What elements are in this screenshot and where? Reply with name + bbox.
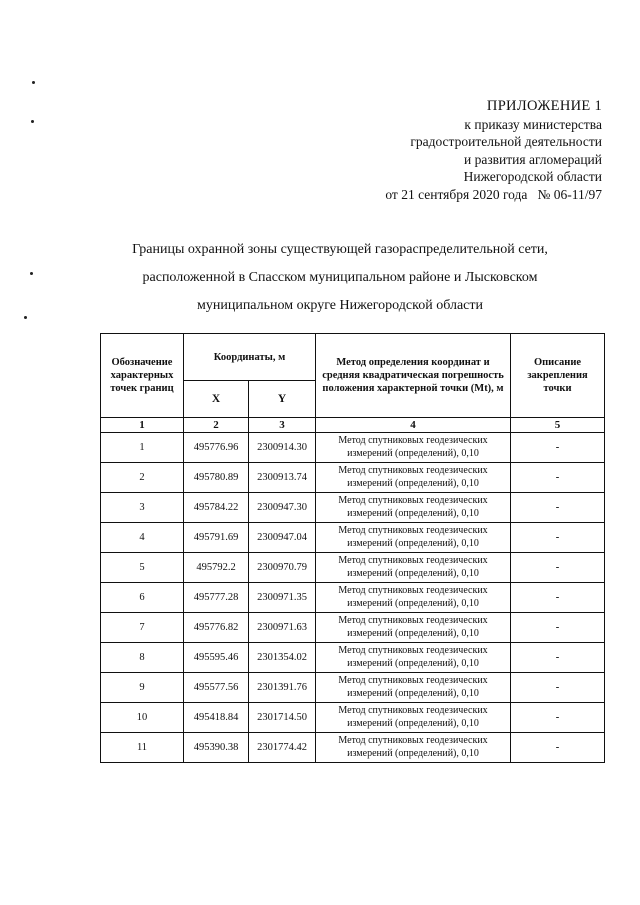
description-cell: - [511,493,605,523]
description-cell: - [511,463,605,493]
x-coordinate-cell: 495792.2 [184,553,249,583]
method-cell: Метод спутниковых геодезических измерений (определений), 0,10 [316,523,511,553]
appendix-line: и развития агломераций [463,151,602,167]
heading-line: муниципальном округе Нижегородской области [196,298,483,313]
appendix-line: от 21 сентября 2020 года № 06-11/97 [385,186,602,202]
description-cell: - [511,673,605,703]
method-cell: Метод спутниковых геодезических измерений (определений), 0,10 [316,553,511,583]
point-number-cell: 1 [101,433,184,463]
point-number-cell: 7 [101,613,184,643]
method-cell: Метод спутниковых геодезических измерений (определений), 0,10 [316,583,511,613]
y-coordinate-cell: 2300947.30 [249,493,316,523]
heading-line: расположенной в Спасском муниципальном районе и Лысковском [142,270,538,285]
description-cell: - [511,733,605,763]
description-cell: - [511,583,605,613]
point-number-cell: 3 [101,493,184,523]
x-coordinate-cell: 495780.89 [184,463,249,493]
appendix-line: Нижегородской области [463,169,602,184]
header-description: Описание закрепления точки [511,334,605,418]
heading-line: Границы охранной зоны существующей газораспределительной сети, [132,242,548,257]
header-x: X [184,381,249,418]
y-coordinate-cell: 2300914.30 [249,433,316,463]
header-y: Y [249,381,316,418]
y-coordinate-cell: 2300971.35 [249,583,316,613]
table-row [101,613,605,643]
point-number-cell: 10 [101,703,184,733]
header-designation: Обозначение характерных точек границ [101,334,184,418]
table-row [101,523,605,553]
x-coordinate-cell: 495784.22 [184,493,249,523]
y-coordinate-cell: 2301774.42 [249,733,316,763]
header-coordinates: Координаты, м [184,334,316,381]
appendix-block [302,98,602,203]
column-number: 2 [184,418,249,433]
x-coordinate-cell: 495577.56 [184,673,249,703]
description-cell: - [511,433,605,463]
header-method: Метод определения координат и средняя квадратическая погрешность положения характерной точки (Mt), м [316,334,511,418]
method-cell: Метод спутниковых геодезических измерений (определений), 0,10 [316,643,511,673]
table-row [101,463,605,493]
appendix-line: градостроительной деятельности [410,134,602,149]
description-cell: - [511,523,605,553]
scan-speck [31,120,34,123]
column-number: 1 [101,418,184,433]
table-row [101,583,605,613]
description-cell: - [511,553,605,583]
x-coordinate-cell: 495777.28 [184,583,249,613]
method-cell: Метод спутниковых геодезических измерений (определений), 0,10 [316,463,511,493]
y-coordinate-cell: 2300913.74 [249,463,316,493]
method-cell: Метод спутниковых геодезических измерений (определений), 0,10 [316,703,511,733]
point-number-cell: 8 [101,643,184,673]
appendix-line: к приказу министерства [464,116,602,132]
point-number-cell: 2 [101,463,184,493]
y-coordinate-cell: 2301391.76 [249,673,316,703]
method-cell: Метод спутниковых геодезических измерений (определений), 0,10 [316,613,511,643]
x-coordinate-cell: 495390.38 [184,733,249,763]
method-cell: Метод спутниковых геодезических измерений (определений), 0,10 [316,433,511,463]
table-row [101,733,605,763]
x-coordinate-cell: 495418.84 [184,703,249,733]
x-coordinate-cell: 495776.82 [184,613,249,643]
x-coordinate-cell: 495791.69 [184,523,249,553]
point-number-cell: 5 [101,553,184,583]
table-row [101,493,605,523]
coordinates-table [100,333,605,763]
x-coordinate-cell: 495595.46 [184,643,249,673]
table-row [101,703,605,733]
document-heading [60,236,620,320]
description-cell: - [511,703,605,733]
y-coordinate-cell: 2300947.04 [249,523,316,553]
column-number: 5 [511,418,605,433]
method-cell: Метод спутниковых геодезических измерений (определений), 0,10 [316,733,511,763]
x-coordinate-cell: 495776.96 [184,433,249,463]
method-cell: Метод спутниковых геодезических измерений (определений), 0,10 [316,673,511,703]
table-row [101,673,605,703]
point-number-cell: 9 [101,673,184,703]
appendix-title: ПРИЛОЖЕНИЕ 1 [486,98,602,114]
point-number-cell: 11 [101,733,184,763]
y-coordinate-cell: 2300971.63 [249,613,316,643]
description-cell: - [511,643,605,673]
table-row [101,433,605,463]
column-number: 3 [249,418,316,433]
column-number: 4 [316,418,511,433]
y-coordinate-cell: 2301714.50 [249,703,316,733]
point-number-cell: 4 [101,523,184,553]
description-cell: - [511,613,605,643]
table-row [101,553,605,583]
y-coordinate-cell: 2300970.79 [249,553,316,583]
column-numbers-row [101,418,605,433]
table-row [101,643,605,673]
scan-speck [30,272,33,275]
scan-speck [32,81,35,84]
y-coordinate-cell: 2301354.02 [249,643,316,673]
scan-speck [24,316,27,319]
point-number-cell: 6 [101,583,184,613]
method-cell: Метод спутниковых геодезических измерений (определений), 0,10 [316,493,511,523]
